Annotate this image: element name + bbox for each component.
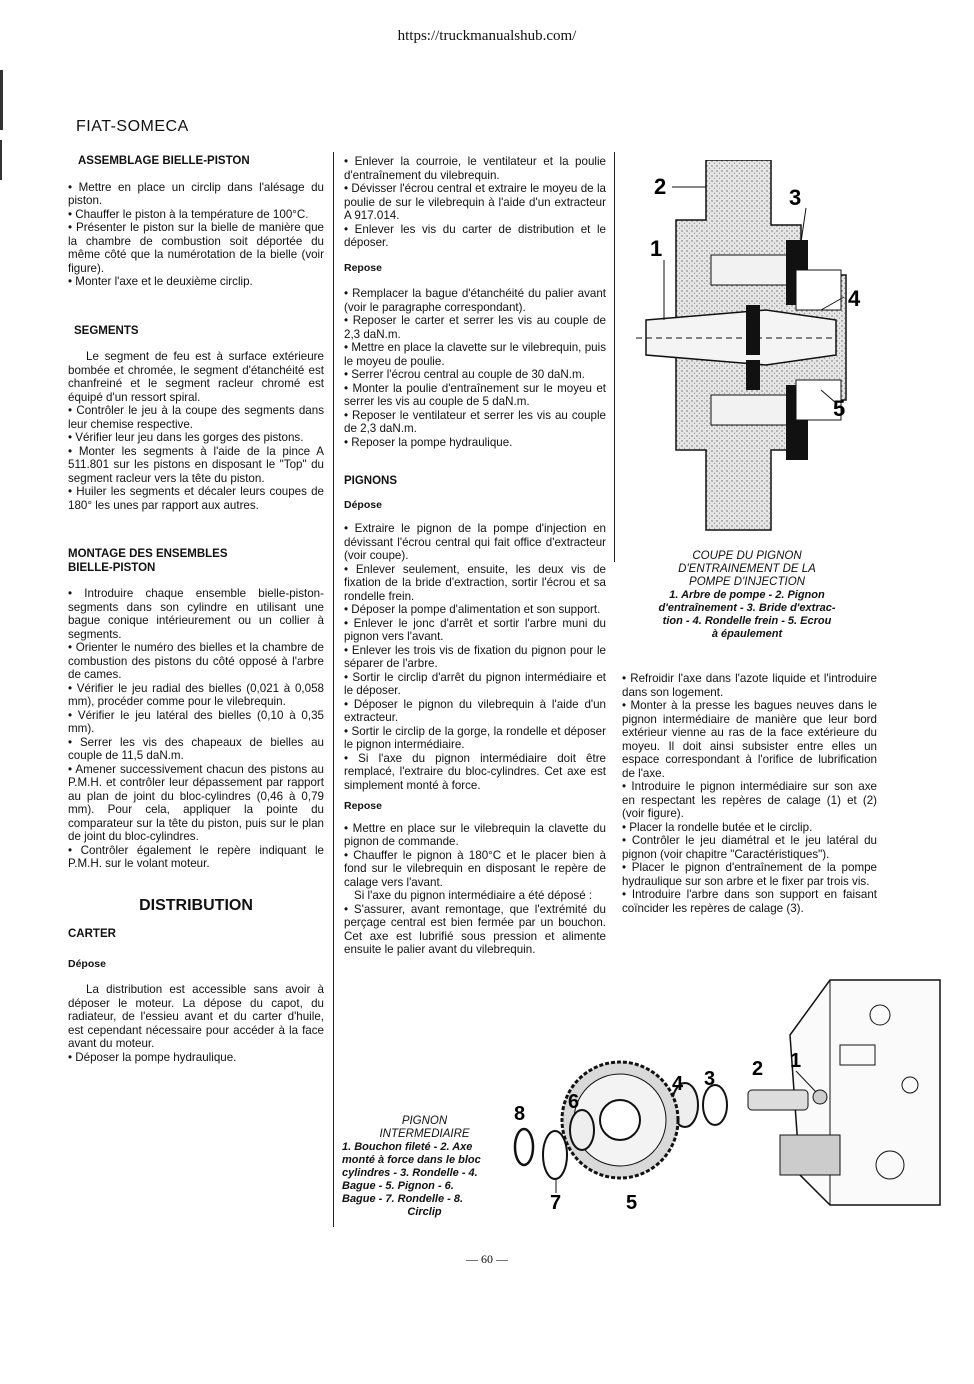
source-url[interactable]: https://truckmanualshub.com/ [397,28,577,44]
heading-montage: MONTAGE DES ENSEMBLES [68,548,228,560]
paragraph: • Placer le pignon d'entraînement de la pompe hydraulique sur son arbre et le fixer par trois vis. [622,861,877,888]
column-divider [333,152,334,1227]
paragraph: • Monter à la presse les bagues neuves dans le pignon intermédiaire de manière que leur bord extérieur vienne au ras de la face extérieure du moyeu. Il doit ainsi subsister entre elles un espace correspondant à l'orifice de lubrification de l'axe. [622,699,877,780]
heading-repose-2: Repose [344,800,382,812]
paragraph: • Contrôler le jeu à la coupe des segments dans leur chemise respective. [68,404,324,431]
heading-segments: SEGMENTS [74,324,139,337]
figure1-title: POMPE D'INJECTION [689,576,805,588]
callout-3: 3 [789,185,802,210]
paragraph: • Enlever la courroie, le ventilateur et la poulie d'entraînement du vilebrequin. [344,155,606,182]
paragraph: • Enlever les trois vis de fixation du pignon pour le séparer de l'arbre. [344,643,606,670]
callout-2: 2 [654,174,667,199]
paragraph: • Enlever le jonc d'arrêt et sortir l'arbre muni du pignon vers l'avant. [344,616,606,643]
column-middle [344,155,606,957]
heading-distribution: DISTRIBUTION [139,896,253,914]
paragraph: • Extraire le pignon de la pompe d'injection en dévissant l'écrou central qui fait office d'extracteur (voir coupe). [344,522,606,562]
paragraph: • Contrôler le jeu diamétral et le jeu latéral du pignon (voir chapitre "Caractéristiques"). [622,834,877,861]
paragraph: • Enlever seulement, ensuite, les deux vis de fixation de la bride d'extraction, sortir l'écrou et sa rondelle frein. [344,562,606,603]
figure2-caption [342,1115,507,1219]
binding-mark [0,70,3,130]
paragraph: • Introduire chaque ensemble bielle-piston-segments dans son cylindre en utilisant une bague conique intérieurement ou un collier à segments. [68,587,324,641]
paragraph: • Monter les segments à l'aide de la pince A 511.801 sur les pistons en disposant le "Top" du segment racleur vers la tête du piston. [68,444,324,485]
figure2-legend: monté à force dans le bloc [342,1154,481,1166]
figure2-legend: Bague - 5. Pignon - 6. [342,1180,454,1192]
paragraph: Le segment de feu est à surface extérieure bombée et chromée, le segment d'étanchéité est chanfreiné et le segment racleur chromé est équipé d'un ressort spiral. [68,350,324,404]
figure1-legend: tion - 4. Rondelle frein - 5. Ecrou [662,615,832,627]
paragraph: • Sortir le circlip de la gorge, la rondelle et déposer le pignon intermédiaire. [344,724,606,751]
paragraph: • Serrer les vis des chapeaux de bielles au couple de 11,5 daN.m. [68,735,324,762]
paragraph: • Enlever les vis du carter de distribution et le déposer. [344,222,606,249]
figure1-legend: d'entraînement - 3. Bride d'extrac- [658,602,836,614]
figure1-legend: à épaulement [711,628,783,640]
figure2-legend: cylindres - 3. Rondelle - 4. [342,1167,478,1179]
paragraph: • Vérifier le jeu radial des bielles (0,021 à 0,058 mm), procéder comme pour le vilebrequin. [68,681,324,708]
callout-5: 5 [626,1192,638,1214]
paragraph: • Déposer la pompe hydraulique. [68,1050,237,1064]
paragraph: • Présenter le piston sur la bielle de manière que la chambre de combustion soit déportée du même côté que la numérotation de la bielle (voir figure). [68,221,324,275]
figure1-caption [628,550,866,641]
heading-carter: CARTER [68,928,116,940]
paragraph: • Mettre en place un circlip dans l'alésage du piston. [68,180,324,207]
paragraph: • Reposer la pompe hydraulique. [344,435,513,449]
callout-1: 1 [650,236,663,261]
heading-montage-2: BIELLE-PISTON [68,561,156,574]
paragraph: • Huiler les segments et décaler leurs coupes de 180° les unes par rapport aux autres. [68,485,324,512]
paragraph: • Dévisser l'écrou central et extraire le moyeu de la poulie de sur le vilebrequin à l'aide d'un extracteur A 917.014. [344,182,606,222]
figure2-legend: 1. Bouchon fileté - 2. Axe [342,1141,473,1153]
heading-repose: Repose [344,261,382,274]
paragraph: • Amener successivement chacun des pistons au P.M.H. et contrôler leur dépassement par rapport au plan de joint du bloc-cylindres (0,46 à 0,79 mm). Pour cela, appliquer la pointe du comparateur sur la tête du piston, puis sur le plan de joint du bloc-cylindres. [68,762,324,843]
figure1-title: D'ENTRAINEMENT DE LA [678,563,816,575]
paragraph: • Contrôler également le repère indiquant le P.M.H. sur le volant moteur. [68,843,324,870]
paragraph: • Introduire le pignon intermédiaire sur son axe en respectant les repères de calage (1) et (2) (voir figure). [622,780,877,820]
heading-depose-2: Dépose [344,498,382,511]
paragraph: • Si l'axe du pignon intermédiaire doit être remplacé, l'extraire du bloc-cylindres. Cet axe est simplement monté à force. [344,751,606,792]
paragraph: • Orienter le numéro des bielles et la chambre de combustion des pistons du côté opposé à l'arbre de cames. [68,641,324,681]
paragraph: • Reposer le carter et serrer les vis au couple de 2,3 daN.m. [344,314,606,341]
figure-pump-gear-section [636,160,876,540]
paragraph: • Monter la poulie d'entraînement sur le moyeu et serrer les vis au couple de 5 daN.m. [344,381,606,408]
paragraph: • Placer la rondelle butée et le circlip. [622,820,813,834]
column-left [68,155,324,1064]
heading-depose: Dépose [68,957,106,970]
paragraph: La distribution est accessible sans avoir à déposer le moteur. La dépose du capot, du radiateur, de l'essieu avant et du carter d'huile, est cependant nécessaire pour accéder à la face avant du moteur. [68,983,324,1050]
paragraph: • Vérifier le jeu latéral des bielles (0,10 à 0,35 mm). [68,708,324,735]
paragraph: • Sortir le circlip d'arrêt du pignon intermédiaire et le déposer. [344,670,606,697]
paragraph: • Reposer le ventilateur et serrer les vis au couple de 2,3 daN.m. [344,408,606,435]
callout-5: 5 [833,396,846,421]
paragraph: • Refroidir l'axe dans l'azote liquide et l'introduire dans son logement. [622,672,877,699]
paragraph: • S'assurer, avant remontage, que l'extrémité du perçage central est bien fermée par un bouchon. Cet axe est lubrifié sous pression et alimente ensuite le palier avant du vilebrequin. [344,902,606,956]
callout-6: 6 [568,1091,580,1113]
figure2-title: INTERMEDIAIRE [379,1128,470,1140]
heading-assemblage: ASSEMBLAGE BIELLE-PISTON [78,155,250,167]
figure1-legend: 1. Arbre de pompe - 2. Pignon [669,589,825,601]
page-number: — 60 — [466,1252,508,1266]
brand-title: FIAT-SOMECA [76,118,189,135]
paragraph: • Monter l'axe et le deuxième circlip. [68,275,253,288]
paragraph: • Mettre en place la clavette sur le vilebrequin, puis le moyeu de poulie. [344,341,606,368]
callout-3: 3 [704,1068,716,1090]
paragraph: • Introduire l'arbre dans son support en faisant coïncider les repères de calage (3). [622,888,877,915]
figure2-legend: Bague - 7. Rondelle - 8. [342,1193,464,1205]
figure-intermediate-gear [500,975,950,1215]
heading-pignons: PIGNONS [344,475,398,487]
callout-1: 1 [790,1050,802,1072]
callout-2: 2 [752,1058,764,1080]
column-right [622,672,877,915]
paragraph: • Chauffer le piston à la température de 100°C. [68,207,309,221]
callout-4: 4 [672,1073,684,1095]
paragraph: • Remplacer la bague d'étanchéité du palier avant (voir le paragraphe correspondant). [344,287,606,314]
paragraph: • Déposer la pompe d'alimentation et son support. [344,603,601,616]
callout-4: 4 [848,286,861,311]
paragraph: • Déposer le pignon du vilebrequin à l'aide d'un extracteur. [344,697,606,724]
paragraph: Si l'axe du pignon intermédiaire a été déposé : [354,889,593,902]
callout-8: 8 [514,1103,526,1125]
paragraph: • Mettre en place sur le vilebrequin la clavette du pignon de commande. [344,821,606,848]
paragraph: • Chauffer le pignon à 180°C et le placer bien à fond sur le vilebrequin en disposant le repère de calage vers l'avant. [344,848,606,889]
paragraph: • Vérifier leur jeu dans les gorges des pistons. [68,431,304,444]
paragraph: • Serrer l'écrou central au couple de 30 daN.m. [344,368,585,381]
binding-mark [0,140,2,180]
column-divider [614,152,615,562]
figure2-legend: Circlip [407,1206,442,1218]
figure2-title: PIGNON [401,1115,448,1127]
figure1-title: COUPE DU PIGNON [692,550,802,562]
callout-7: 7 [550,1192,562,1214]
